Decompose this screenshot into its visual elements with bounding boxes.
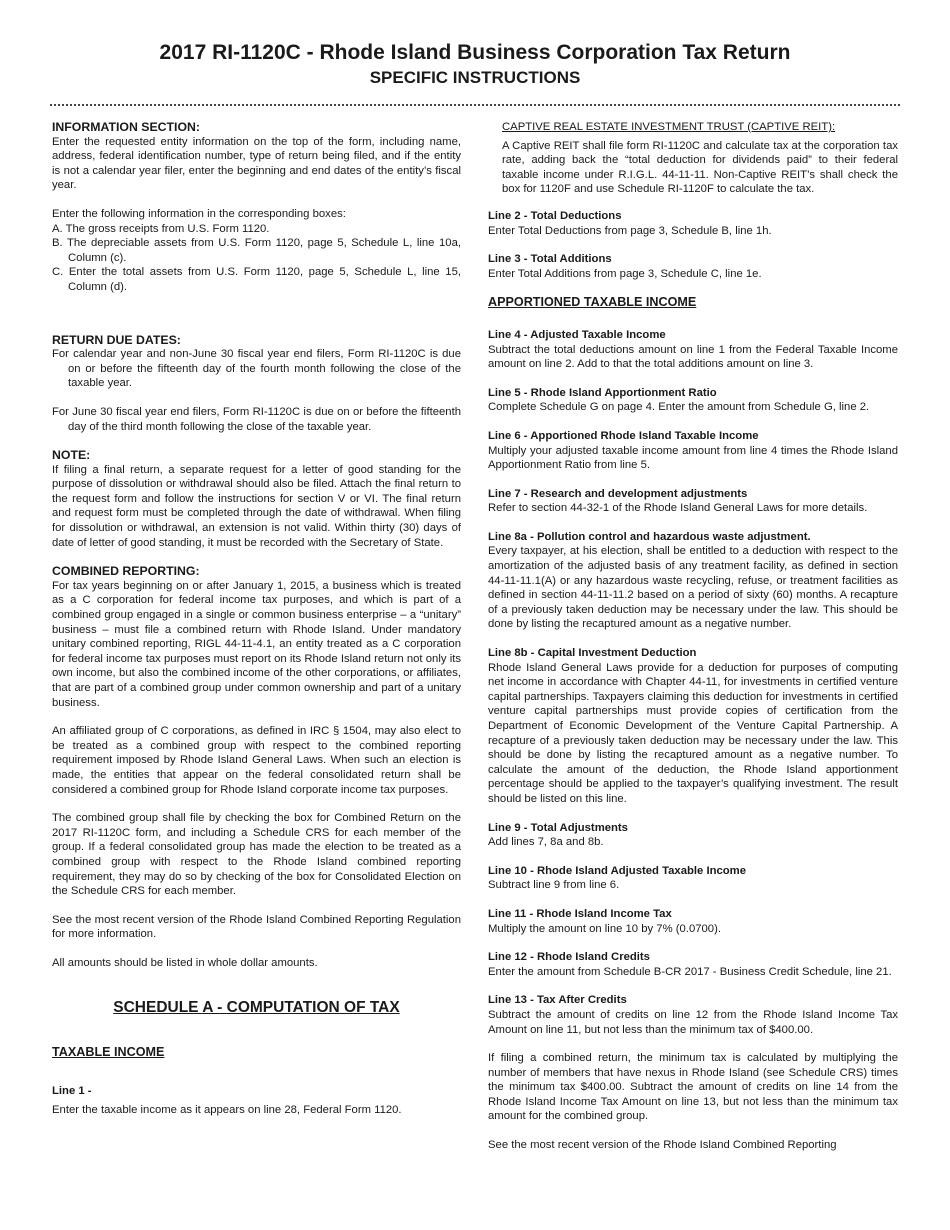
note-heading: NOTE: [52,448,91,463]
information-item-a: A. The gross receipts from U.S. Form 1120. [52,222,270,235]
line-1-text: Enter the taxable income as it appears on line 28, Federal Form 1120. [52,1104,402,1117]
line-10 [488,864,898,893]
taxable-income-title: TAXABLE INCOME [52,1045,165,1060]
line-7-text: Refer to section 44-32-1 of the Rhode Island General Laws for more details. [488,502,868,515]
line-8a-heading: Line 8a - Pollution control and hazardous waste adjustment. [488,530,811,543]
line-4-text: Subtract the total deductions amount on line 1 from the Federal Taxable Income amount on line 2. Add to that the total additions amount on line 3. [488,343,898,371]
right-column [488,120,898,1167]
line-2 [488,209,898,238]
combined-reporting-p5: All amounts should be listed in whole dollar amounts. [52,956,318,969]
line-8a [488,530,898,632]
information-boxes [52,207,461,295]
left-column [52,120,461,1132]
line-3-text: Enter Total Additions from page 3, Schedule C, line 1e. [488,267,762,280]
line-13-combined [488,1051,898,1124]
line-12-text: Enter the amount from Schedule B-CR 2017 - Business Credit Schedule, line 21. [488,965,892,978]
page-title: 2017 RI-1120C - Rhode Island Business Corporation Tax Return [159,41,791,64]
dotted-divider [50,104,900,106]
line-8b-text: Rhode Island General Laws provide for a deduction for purposes of computing net income in accordance with Chapter 44-11, for investments in certified venture capital partnerships. Taxpayers claiming this deduction for investments in certified venture capital partnerships must provide copies of certification from the Department of Economic Development of the Venture Capital Partnership. A recapture of a previously taken deduction may be necessary under the law. This should be done by listing the recaptured amount as a negative number. To calculate the amount of the deduction, the Rhode Island apportionment percentage should be applied to the taxpayer’s qualifying investment. The result should be listed on this line. [488,661,898,805]
line-9-text: Add lines 7, 8a and 8b. [488,836,604,849]
line-13-heading: Line 13 - Tax After Credits [488,994,627,1007]
page-header [0,40,950,89]
return-due-dates-section [52,333,461,391]
line-1-heading: Line 1 - [52,1084,92,1097]
due-dates-june [52,405,461,434]
line-11 [488,907,898,936]
page-subtitle: SPECIFIC INSTRUCTIONS [369,68,581,87]
line-6-text: Multiply your adjusted taxable income amount from line 4 times the Rhode Island Apportionment Ratio from line 5. [488,444,898,472]
combined-reporting-block-5 [52,956,461,971]
note-text: If filing a final return, a separate request for a letter of good standing for the purpose of dissolution or withdrawal should also be filed. Attach the final return to the request form and follow the instructions for section V or VI. The final return and request form must be completed through the date of withdrawal. When filing for dissolution or withdrawal, an extension is not valid. Within thirty (30) days of date of letter of good standing, it must be recorded with the Secretary of State. [52,463,461,549]
captive-reit-section [488,120,898,197]
information-boxes-intro: Enter the following information in the corresponding boxes: [52,207,346,220]
combined-reporting-p2: An affiliated group of C corporations, as defined in IRC § 1504, may also elect to be treated as a combined group with respect to the combined reporting requirement imposed by Rhode Island General Laws. When such an election is made, the entities that appear on the federal consolidated return shall be considered a combined group for Rhode Island corporate income tax purposes. [52,725,461,796]
line-12-heading: Line 12 - Rhode Island Credits [488,951,650,964]
line-7 [488,487,898,516]
return-due-dates-heading: RETURN DUE DATES: [52,332,181,347]
line-8b [488,646,898,807]
line-3 [488,252,898,281]
line-1 [52,1084,461,1118]
line-9 [488,821,898,850]
combined-reporting-block-2 [52,724,461,797]
line-11-heading: Line 11 - Rhode Island Income Tax [488,907,672,920]
information-text: Enter the requested entity information on the top of the form, including name, address, federal identification number, type of return being filed, and if the entity is not a calendar year filer, enter the beginning and end dates of the entity’s fiscal year. [52,135,461,192]
line-6 [488,429,898,473]
line-11-text: Multiply the amount on line 10 by 7% (0.0700). [488,922,721,935]
combined-reporting-block-3 [52,811,461,899]
combined-reporting-block-4 [52,913,461,942]
line-13-text: Subtract the amount of credits on line 12 from the Rhode Island Income Tax Amount on line 11, but not less than the minimum tax of $400.00. [488,1008,898,1036]
note-section [52,448,461,550]
line-9-heading: Line 9 - Total Adjustments [488,821,628,834]
information-item-b: B. The depreciable assets from U.S. Form 1120, page 5, Schedule L, line 10a, Column (c). [52,237,461,264]
apportioned-taxable-income-title: APPORTIONED TAXABLE INCOME [488,295,697,310]
line-5 [488,386,898,415]
line-10-heading: Line 10 - Rhode Island Adjusted Taxable Income [488,864,746,877]
line-4-heading: Line 4 - Adjusted Taxable Income [488,328,666,341]
information-section [52,120,461,193]
due-dates-calendar: For calendar year and non-June 30 fiscal year end filers, Form RI-1120C is due on or before the fifteenth day of the fourth month following the close of the taxable year. [52,348,461,390]
line-8b-heading: Line 8b - Capital Investment Deduction [488,647,697,660]
line-13-see-regulation-text: See the most recent version of the Rhode Island Combined Reporting [488,1139,837,1152]
combined-reporting-heading: COMBINED REPORTING: [52,564,200,579]
line-4 [488,328,898,372]
line-2-heading: Line 2 - Total Deductions [488,209,622,222]
combined-reporting-p4: See the most recent version of the Rhode Island Combined Reporting Regulation for more information. [52,913,461,941]
due-dates-june-text: For June 30 fiscal year end filers, Form RI-1120C is due on or before the fifteenth day of the third month following the close of the taxable year. [52,405,461,433]
combined-reporting-p1: For tax years beginning on or after January 1, 2015, a business which is treated as a C corporation for federal income tax purposes, and which is part of a combined group engaged in a single or common business enterprise – a “unitary” business – must file a combined return with Rhode Island. Under mandatory unitary combined reporting, RIGL 44-11-4.1, an entity treated as a C corporation for federal income tax purposes must report on its Rhode Island return not only its own income, but also the combined income of the other corporations, or affiliates, that are part of a combined group under common ownership and part of a unitary business. [52,579,461,709]
line-5-text: Complete Schedule G on page 4. Enter the amount from Schedule G, line 2. [488,401,870,414]
line-13-see-regulation [488,1138,898,1153]
line-5-heading: Line 5 - Rhode Island Apportionment Ratio [488,386,717,399]
line-12 [488,950,898,979]
schedule-a-title: SCHEDULE A - COMPUTATION OF TAX [113,998,400,1016]
line-13 [488,993,898,1037]
captive-reit-text: A Captive REIT shall file form RI-1120C and calculate tax at the corporation tax rate, adding back the “total deduction for dividends paid” to their federal taxable income under R.I.G.L. 44-11-11. Non-Captive REIT’s shall check the box for 1120F and use Schedule RI-1120F to calculate the tax. [502,139,898,196]
line-10-text: Subtract line 9 from line 6. [488,879,620,892]
information-item-c: C. Enter the total assets from U.S. Form 1120, page 5, Schedule L, line 15, Column (d). [52,266,461,293]
information-heading: INFORMATION SECTION: [52,120,201,134]
combined-reporting-p3: The combined group shall file by checking the box for Combined Return on the 2017 RI-1120C form, and including a Schedule CRS for each member of the group. If a federal consolidated group has made the election to be treated as a combined group with respect to the Rhode Island combined reporting requirement, they may do so by checking of the box for Consolidated Election on the Schedule CRS for each member. [52,812,461,898]
combined-reporting-section [52,564,461,710]
line-6-heading: Line 6 - Apportioned Rhode Island Taxable Income [488,429,759,442]
captive-reit-heading: CAPTIVE REAL ESTATE INVESTMENT TRUST (CAPTIVE REIT): [502,121,836,133]
line-13-combined-text: If filing a combined return, the minimum tax is calculated by multiplying the number of members that have nexus in Rhode Island (see Schedule CRS) times the minimum tax $400.00. Subtract the amount of credits on line 14 from the Rhode Island Income Tax Amount on line 13, but not less than the minimum tax amount for the combined group. [488,1052,898,1123]
line-7-heading: Line 7 - Research and development adjustments [488,487,748,500]
line-2-text: Enter Total Deductions from page 3, Schedule B, line 1h. [488,224,772,237]
line-3-heading: Line 3 - Total Additions [488,253,612,266]
line-8a-text: Every taxpayer, at his election, shall be entitled to a deduction with respect to the amortization of the adjusted basis of any treatment facility, as defined in section 44-11-11.1(A) or any hazardous waste recycling, refuse, or treatment facilities as defined in section 44-11-11.2 based on a period of sixty (60) months. A recapture of a previously taken deduction may be necessary under the law. This should be done by listing the recaptured amount as a negative number. [488,545,898,631]
